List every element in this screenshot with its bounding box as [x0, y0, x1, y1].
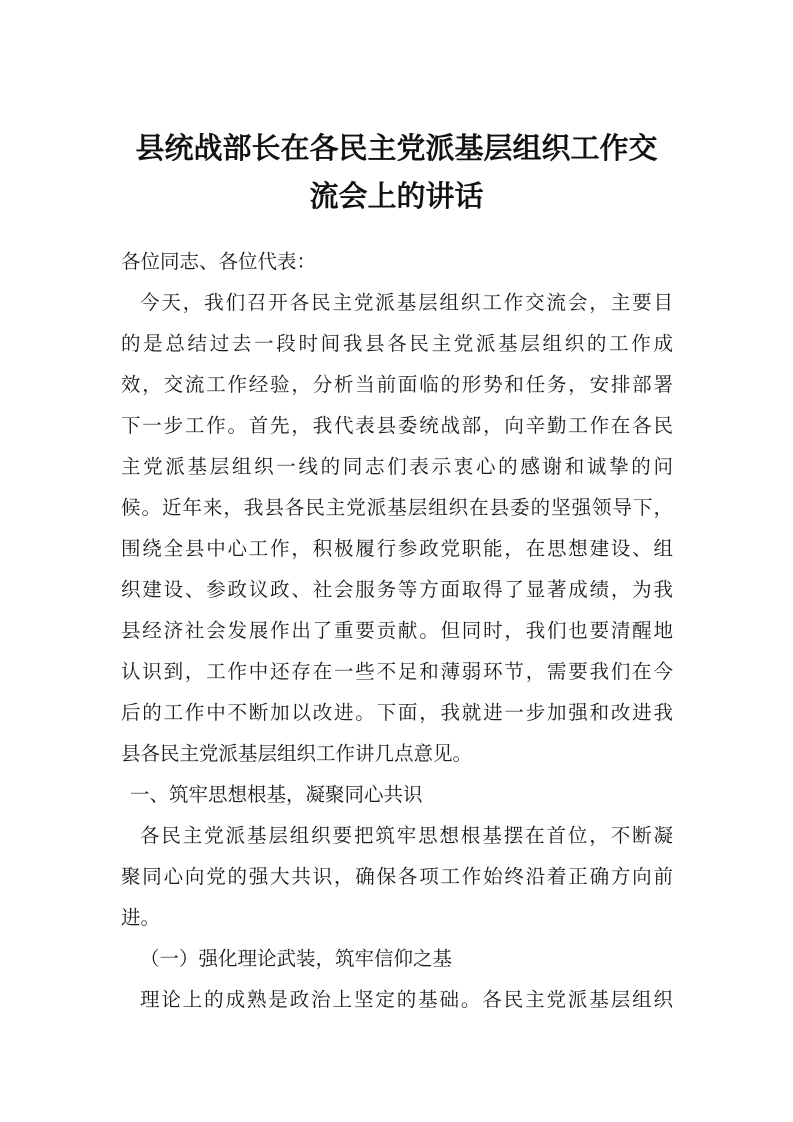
section-heading: 一、筑牢思想根基，凝聚同心共识	[130, 783, 423, 806]
paragraph-line: 候。近年来，我县各民主党派基层组织在县委的坚强领导下，	[121, 496, 673, 519]
paragraph-line: 县各民主党派基层组织工作讲几点意见。	[121, 742, 473, 765]
paragraph-line: 下一步工作。首先，我代表县委统战部，向辛勤工作在各民	[121, 414, 673, 437]
paragraph-line: 围绕全县中心工作，积极履行参政党职能，在思想建设、组	[121, 537, 673, 560]
paragraph-line: 县经济社会发展作出了重要贡献。但同时，我们也要清醒地	[121, 619, 673, 642]
paragraph-line: 进。	[121, 906, 161, 929]
paragraph-line: 效，交流工作经验，分析当前面临的形势和任务，安排部署	[121, 373, 673, 396]
paragraph-line: 聚同心向党的强大共识，确保各项工作始终沿着正确方向前	[121, 865, 673, 888]
paragraph-line: 各民主党派基层组织要把筑牢思想根基摆在首位，不断凝	[140, 824, 673, 847]
paragraph-line: 织建设、参政议政、社会服务等方面取得了显著成绩，为我	[121, 578, 673, 601]
paragraph-line: 后的工作中不断加以改进。下面，我就进一步加强和改进我	[121, 701, 673, 724]
paragraph-line: 的是总结过去一段时间我县各民主党派基层组织的工作成	[121, 332, 673, 355]
paragraph-line: 认识到，工作中还存在一些不足和薄弱环节，需要我们在今	[121, 660, 673, 683]
title-line: 县统战部长在各民主党派基层组织工作交	[135, 131, 658, 165]
salutation: 各位同志、各位代表：	[121, 250, 317, 273]
subsection-heading: （一）强化理论武装，筑牢信仰之基	[140, 947, 453, 970]
document-body	[121, 241, 673, 1020]
document-title	[100, 124, 693, 220]
paragraph-line: 今天，我们召开各民主党派基层组织工作交流会，主要目	[140, 291, 673, 314]
paragraph-line: 理论上的成熟是政治上坚定的基础。各民主党派基层组织	[140, 988, 673, 1011]
paragraph-line: 主党派基层组织一线的同志们表示衷心的感谢和诚挚的问	[121, 455, 673, 478]
title-line: 流会上的讲话	[309, 179, 484, 213]
